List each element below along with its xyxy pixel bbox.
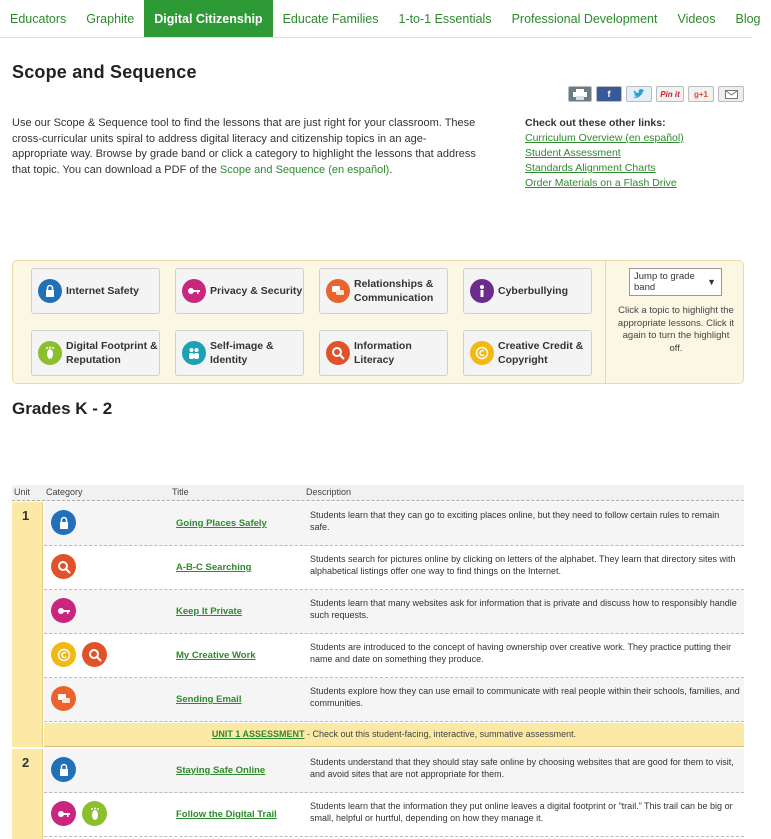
lesson-description: Students explore how they can use email to communicate with real people within their schools, families, and communities. [310,686,740,708]
topic-label: Internet Safety [66,285,139,297]
topic-self-image-identity[interactable] [175,330,304,376]
top-nav [0,0,761,38]
other-links-title: Check out these other links: [525,117,666,129]
key-icon[interactable] [51,598,76,623]
topic-panel [12,260,744,384]
table-row [44,678,744,722]
intro-paragraph [12,116,482,178]
lessons-table-header [12,485,744,501]
curriculum-overview-link[interactable]: Curriculum Overview (en español) [525,132,684,144]
lesson-description: Students are introduced to the concept of having ownership over creative work. They practice putting their name and date on something they produce. [310,642,732,664]
topic-relationships-communication[interactable] [319,268,448,314]
key-icon [182,279,206,303]
topic-label: Self-image & Identity [210,340,274,366]
table-row [44,793,744,837]
person-icon [470,279,494,303]
lesson-description: Students search for pictures online by clicking on letters of the alphabet. They learn that directory sites with alphabetical listings offer one way to find things on the Internet. [310,554,736,576]
nav-professional-development[interactable]: Professional Development [511,11,658,26]
grade-band-title: Grades K - 2 [12,399,113,418]
lock-icon[interactable] [51,510,76,535]
table-row [44,634,744,678]
topic-label: Creative Credit & Copyright [498,340,584,366]
magnifier-icon[interactable] [51,554,76,579]
assessment-text: - Check out this student-facing, interactive, summative assessment. [304,729,577,739]
topic-cyberbullying[interactable] [463,268,592,314]
copyright-icon [470,341,494,365]
table-row [44,590,744,634]
pinterest-share-button[interactable]: Pin it [656,86,684,102]
topic-digital-footprint[interactable] [31,330,160,376]
email-icon[interactable] [718,86,744,102]
lesson-title-link[interactable]: Going Places Safely [176,518,267,529]
facebook-share-button[interactable]: f [596,86,622,102]
lesson-description: Students learn that the information they put online leaves a digital footprint or “trail.” This trail can be big or small, helpful or hurtful, depending on how they manage it. [310,801,733,823]
scope-sequence-spanish-link[interactable]: (en español) [328,163,390,176]
lock-icon [38,279,62,303]
nav-digital-citizenship[interactable]: Digital Citizenship [144,0,272,37]
scope-sequence-pdf-link[interactable]: Scope and Sequence [219,163,326,176]
lesson-description: Students learn that they can go to exciting places online, but they need to follow certain rules to remain safe. [310,510,720,532]
other-links [525,116,745,191]
col-description: Description [306,487,352,497]
unit-assessment-banner [44,723,744,747]
lesson-title-link[interactable]: My Creative Work [176,650,256,661]
grade-band-box [605,261,744,383]
col-title: Title [172,487,189,497]
topic-label: Cyberbullying [498,285,569,297]
lesson-title-link[interactable]: Follow the Digital Trail [176,809,277,820]
nav-educators[interactable]: Educators [10,11,67,26]
footprint-icon [38,341,62,365]
unit-assessment-link[interactable]: UNIT 1 ASSESSMENT [211,729,305,739]
intro-text: Use our Scope & Sequence tool to find the lessons that are just right for your classroom. These cross-curricular units spiral to address digital literacy and citizenship topics in an age-appropriate way. Browse by grade band or click a category to highlight the lessons that address that topic. You can download a PDF of the [12,117,476,176]
unit-number: 1 [12,502,43,747]
lesson-title-link[interactable]: Sending Email [176,694,242,705]
people-icon [182,341,206,365]
jump-to-grade-select[interactable] [629,268,722,296]
nav-blog[interactable]: Blog [735,11,761,26]
magnifier-icon [326,341,350,365]
chat-icon[interactable] [51,686,76,711]
intro-end: . [389,163,393,176]
lesson-description: Students understand that they should stay safe online by choosing websites that are good for them to visit, and avoid sites that are not appropriate for them. [310,757,734,779]
order-materials-link[interactable]: Order Materials on a Flash Drive [525,177,677,189]
col-unit: Unit [14,487,31,497]
lesson-title-link[interactable]: Staying Safe Online [176,765,266,776]
nav-videos[interactable]: Videos [677,11,716,26]
topic-label: Privacy & Security [210,285,303,297]
topic-label: Relationships & Communication [354,278,434,304]
topic-hint: Click a topic to highlight the appropriate lessons. Click it again to turn the highlight off. [617,305,735,354]
topic-information-literacy[interactable] [319,330,448,376]
jump-label: Jump to grade band [634,271,695,293]
copyright-icon[interactable] [51,642,76,667]
twitter-share-button[interactable] [626,86,652,102]
topic-internet-safety[interactable] [31,268,160,314]
lesson-title-link[interactable]: Keep It Private [176,606,242,617]
lock-icon[interactable] [51,757,76,782]
student-assessment-link[interactable]: Student Assessment [525,147,621,159]
topic-label: Information Literacy [354,340,412,366]
page-title: Scope and Sequence [12,62,197,82]
google-plus-button[interactable]: g+1 [688,86,714,102]
print-icon[interactable] [568,86,592,102]
table-row [44,502,744,546]
topic-creative-credit[interactable] [463,330,592,376]
nav-graphite[interactable]: Graphite [86,11,135,26]
dropdown-arrow-icon: ▼ [707,277,716,287]
topic-label: Digital Footprint & Reputation [66,340,158,366]
lesson-title-link[interactable]: A-B-C Searching [176,562,252,573]
nav-educate-families[interactable]: Educate Families [282,11,379,26]
magnifier-icon[interactable] [82,642,107,667]
footprint-icon[interactable] [82,801,107,826]
standards-alignment-link[interactable]: Standards Alignment Charts [525,162,656,174]
unit-number: 2 [12,749,43,839]
topic-privacy-security[interactable] [175,268,304,314]
share-bar [568,86,744,102]
col-category: Category [46,487,83,497]
nav-1to1-essentials[interactable]: 1-to-1 Essentials [398,11,492,26]
lesson-description: Students learn that many websites ask for information that is private and discuss how to responsibly handle such requests. [310,598,737,620]
table-row [44,546,744,590]
chat-icon [326,279,350,303]
key-icon[interactable] [51,801,76,826]
table-row [44,749,744,793]
